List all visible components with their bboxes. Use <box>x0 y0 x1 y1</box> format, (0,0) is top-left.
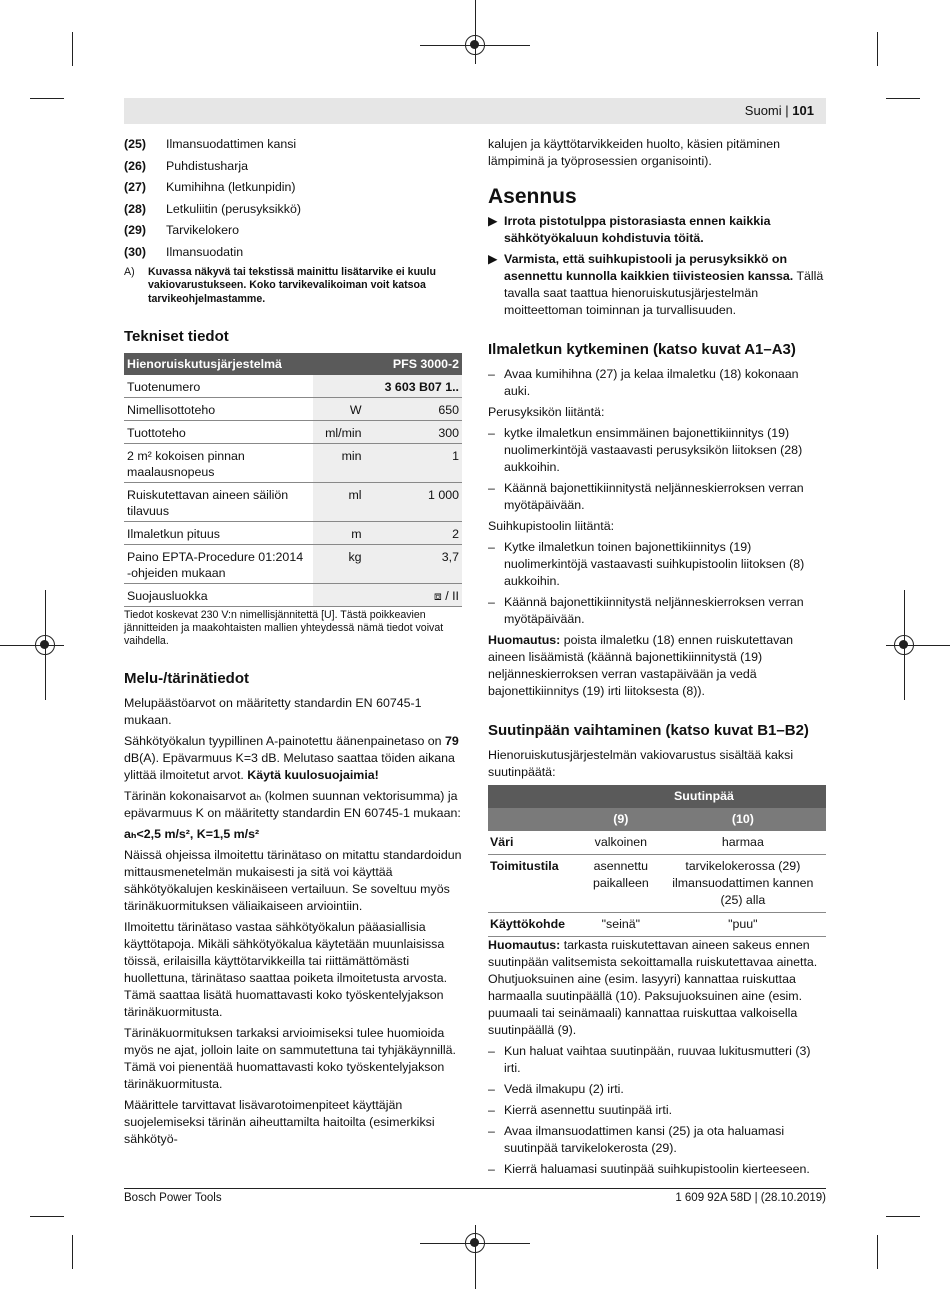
noise-paragraph: Tärinäkuormituksen tarkaksi arvioimiseksi tulee huomioida myös ne ajat, jolloin laite on sammutettuna tai tyhjäkäynnillä. Tämä voi pienentää huomattavasti koko työskentelyjakson tärinäkuormitusta. <box>124 1026 456 1092</box>
noise-paragraph <box>124 733 462 784</box>
legend-list <box>124 136 462 306</box>
legend-note <box>124 266 462 307</box>
text-run: dB(A). Epävarmuus K=3 dB. Melutaso saattaa töiden aikana ylittää ilmoitetut arvot. <box>124 751 455 783</box>
spec-name: Suojausluokka <box>124 584 313 607</box>
row-label: Käyttökohde <box>488 913 582 937</box>
tech-footnote: Tiedot koskevat 230 V:n nimellisjännitettä [U]. Tästä poikkeavien jännitteiden ja maakohtaisten mallien yhteydessä nämä tiedot voivat vaihdella. <box>124 609 444 648</box>
crop-mark <box>886 98 920 99</box>
tech-specs-table <box>124 353 462 607</box>
instruction-text: Tällä tavalla saat taattua hienoruiskutusjärjestelmän moitteettoman toiminnan ja turvallisuuden. <box>504 269 824 317</box>
step-item <box>488 1161 826 1178</box>
note-label: Huomautus: <box>488 633 561 647</box>
spec-name: Nimellisottoteho <box>124 398 313 421</box>
spec-unit: kg <box>313 545 365 584</box>
step-text: Kun haluat vaihtaa suutinpään, ruuvaa lukitusmutteri (3) irti. <box>504 1044 811 1075</box>
step-text: Avaa ilmansuodattimen kansi (25) ja ota haluamasi suutinpää tarvikelokerosta (29). <box>504 1124 785 1155</box>
table-row <box>124 545 462 584</box>
legend-item <box>124 136 462 153</box>
legend-item <box>124 179 462 196</box>
dash-bullet: – <box>488 540 495 554</box>
legend-number: (30) <box>124 244 147 259</box>
spec-value: ⧈ / II <box>365 584 462 607</box>
step-item <box>488 594 826 628</box>
table-row <box>124 398 462 421</box>
spec-value: 3 603 B07 1.. <box>365 375 462 398</box>
step-text: Kierrä haluamasi suutinpää suihkupistoolin kierteeseen. <box>504 1162 810 1176</box>
table-header-model: PFS 3000-2 <box>365 353 462 375</box>
dash-bullet: – <box>488 595 495 609</box>
crop-mark <box>72 32 73 66</box>
table-cell: "puu" <box>660 913 826 937</box>
footer-divider <box>124 1188 826 1189</box>
footer-brand: Bosch Power Tools <box>124 1192 222 1204</box>
noise-paragraph: Määrittele tarvittavat lisävarotoimenpiteet käyttäjän suojelemiseksi tärinän aiheuttamilta haitoilta (esimerkiksi sähkötyö- <box>124 1098 435 1147</box>
spec-unit: ml/min <box>313 421 365 444</box>
table-subheader-row <box>488 808 826 831</box>
hose-heading: Ilmaletkun kytkeminen (katso kuvat A1–A3) <box>488 341 796 358</box>
table-cell: valkoinen <box>582 831 660 855</box>
page-header <box>124 98 826 124</box>
crop-mark <box>30 1216 64 1217</box>
legend-number: (25) <box>124 137 147 151</box>
spec-name: Tuotenumero <box>124 375 313 398</box>
legend-number: (27) <box>124 180 147 195</box>
note-text: tarkasta ruiskutettavan aineen sakeus ennen suutinpään valitsemista sekoittamalla ruiskutettavaa ainetta. Ohutjuoksuinen aine (esim. lasyyri) kannattaa ruiskuttaa harmaalla suutinpäällä (10). Paksujuoksuinen aine (esim. puumaali tai seinämaali) kannattaa ruiskuttaa valkoisella suutinpäällä (9). <box>488 938 818 1037</box>
legend-text: Tarvikelokero <box>166 223 239 238</box>
spec-value: 3,7 <box>365 545 462 584</box>
dash-bullet: – <box>488 1124 495 1138</box>
spec-value: 2 <box>365 522 462 545</box>
step-text: kytke ilmaletkun ensimmäinen bajonettikiinnitys (19) nuolimerkintöjä vastaavasti perusyksikön liitoksen (28) aukkoihin. <box>504 426 803 474</box>
table-row <box>124 522 462 545</box>
text-run: Sähkötyökalun tyypillinen A-painotettu äänenpainetaso on <box>124 734 446 749</box>
footer-docnumber: 1 609 92A 58D | (28.10.2019) <box>675 1192 826 1204</box>
spec-unit <box>313 375 365 398</box>
legend-text: Ilmansuodatin <box>166 244 244 259</box>
note-text: poista ilmaletku (18) ennen ruiskutettavan aineen lisäämistä (käännä bajonettikiinnitystä (19) neljänneskierroksen verran vastapäivään ja vedä bajonettikiinnitys (19) irti liitoksesta (8)). <box>488 633 794 698</box>
vibration-values: aₕ<2,5 m/s², K=1,5 m/s² <box>124 827 260 842</box>
spec-unit: ml <box>313 483 365 522</box>
dash-bullet: – <box>488 481 495 495</box>
installation-heading: Asennus <box>488 185 577 208</box>
noise-paragraph: Tärinän kokonaisarvot aₕ (kolmen suunnan vektorisumma) ja epävarmuus K on määritetty standardin EN 60745-1 mukaan: <box>124 789 461 821</box>
noise-paragraph: Näissä ohjeissa ilmoitettu tärinätaso on mitattu standardoidun mittausmenetelmän mukaisesti ja sitä voi käyttää sähkötyökalujen keskinäiseen vertailuun. Se soveltuu myös tärinäkuormituksen väliaikaiseen arviointiin. <box>124 848 462 914</box>
step-item <box>488 480 826 514</box>
spec-unit <box>313 584 365 607</box>
spec-value: 1 <box>365 444 462 483</box>
step-item <box>488 425 826 476</box>
note-paragraph <box>488 632 826 700</box>
step-item <box>488 1123 826 1157</box>
tech-specs-heading: Tekniset tiedot <box>124 328 229 346</box>
dash-bullet: – <box>488 1162 495 1176</box>
sub-label: Perusyksikön liitäntä: <box>488 405 605 419</box>
spec-unit: m <box>313 522 365 545</box>
step-item <box>488 1043 826 1077</box>
dash-bullet: – <box>488 1082 495 1096</box>
crop-mark <box>72 1235 73 1269</box>
table-row <box>124 375 462 398</box>
triangle-bullet-icon: ▶ <box>488 214 498 228</box>
step-text: Vedä ilmakupu (2) irti. <box>504 1082 624 1096</box>
right-column <box>488 136 826 1182</box>
legend-text: Puhdistusharja <box>166 158 248 173</box>
note-text: Kuvassa näkyvä tai tekstissä mainittu lisätarvike ei kuulu vakiovarustukseen. Koko tarvikevalikoiman voit katsoa tarvikeohjelmastamme. <box>148 265 436 305</box>
left-column <box>124 136 462 1152</box>
table-header-label: Hienoruiskutusjärjestelmä <box>124 353 365 375</box>
legend-item <box>124 222 462 239</box>
table-cell: harmaa <box>660 831 826 855</box>
table-row <box>124 483 462 522</box>
safety-instruction <box>488 251 826 319</box>
table-cell: tarvikelokerossa (29) ilmansuodattimen kannen (25) alla <box>660 855 826 913</box>
step-item <box>488 366 826 400</box>
legend-number: (28) <box>124 201 147 216</box>
column-header: (10) <box>660 808 826 831</box>
note-mark: A) <box>124 265 135 278</box>
spec-unit: W <box>313 398 365 421</box>
note-label: Huomautus: <box>488 938 561 952</box>
noise-paragraph: Ilmoitettu tärinätaso vastaa sähkötyökalun pääasiallisia käyttötapoja. Mikäli sähkötyökalua käytetään muunlaisissa töissä, erilaisilla käyttötarvikkeilla tai riittämättömästi huollettuna, tärinätaso saattaa poiketa ilmoitetusta arvosta. Tämä saattaa lisätä huomattavasti koko työskentelyjakson tärinäkuormitusta. <box>124 920 448 1020</box>
dash-bullet: – <box>488 1103 495 1117</box>
table-row <box>124 421 462 444</box>
spec-value: 300 <box>365 421 462 444</box>
legend-number: (26) <box>124 158 147 173</box>
crop-mark <box>30 98 64 99</box>
registration-mark-icon <box>35 635 55 655</box>
header-language: Suomi <box>744 103 782 118</box>
spec-value: 650 <box>365 398 462 421</box>
legend-text: Ilmansuodattimen kansi <box>166 137 297 151</box>
table-cell: asennettu paikalleen <box>582 855 660 913</box>
noise-paragraph: Melupäästöarvot on määritetty standardin EN 60745-1 mukaan. <box>124 696 422 728</box>
spec-value: 1 000 <box>365 483 462 522</box>
nozzle-table <box>488 785 826 937</box>
triangle-bullet-icon: ▶ <box>488 252 498 266</box>
step-text: Kierrä asennettu suutinpää irti. <box>504 1103 673 1117</box>
table-row <box>488 831 826 855</box>
step-text: Käännä bajonettikiinnitystä neljänneskierroksen verran myötäpäivään. <box>504 481 804 512</box>
legend-item <box>124 201 462 218</box>
step-item <box>488 539 826 590</box>
note-paragraph <box>488 937 826 1039</box>
dash-bullet: – <box>488 367 495 381</box>
registration-mark-icon <box>465 35 485 55</box>
crop-mark <box>877 1235 878 1269</box>
text-run: 79 <box>445 734 459 749</box>
page-number: 101 <box>792 103 814 118</box>
legend-item <box>124 244 462 261</box>
legend-number: (29) <box>124 223 147 238</box>
spec-name: Ruiskutettavan aineen säiliön tilavuus <box>124 483 313 522</box>
nozzle-heading: Suutinpään vaihtaminen (katso kuvat B1–B2) <box>488 722 809 739</box>
step-text: Käännä bajonettikiinnitystä neljänneskierroksen verran myötäpäivään. <box>504 595 804 626</box>
continued-paragraph: kalujen ja käyttötarvikkeiden huolto, käsien pitäminen lämpiminä ja työprosessien organisointi). <box>488 137 781 168</box>
noise-heading: Melu-/tärinätiedot <box>124 670 250 688</box>
table-cell: "seinä" <box>582 913 660 937</box>
safety-instruction <box>488 213 826 247</box>
spec-unit: min <box>313 444 365 483</box>
dash-bullet: – <box>488 426 495 440</box>
spec-name: Ilmaletkun pituus <box>124 522 313 545</box>
sub-label: Suihkupistoolin liitäntä: <box>488 519 615 533</box>
registration-mark-icon <box>465 1233 485 1253</box>
row-label: Toimitustila <box>488 855 582 913</box>
legend-item <box>124 158 462 175</box>
legend-text: Letkuliitin (perusyksikkö) <box>166 201 301 216</box>
table-header-row <box>488 785 826 808</box>
step-item <box>488 1102 826 1119</box>
row-label: Väri <box>488 831 582 855</box>
instruction-text: Irrota pistotulppa pistorasiasta ennen kaikkia sähkötyökaluun kohdistuvia töitä. <box>504 214 771 245</box>
table-row <box>124 444 462 483</box>
table-header: Suutinpää <box>582 785 826 808</box>
crop-mark <box>886 1216 920 1217</box>
step-text: Kytke ilmaletkun toinen bajonettikiinnitys (19) nuolimerkintöjä vastaavasti suihkupistoolin liitoksen (8) aukkoihin. <box>504 540 805 588</box>
header-separator: | <box>785 103 789 118</box>
table-row <box>488 855 826 913</box>
warning-text: Käytä kuulosuojaimia! <box>247 768 379 783</box>
page-header-text <box>745 103 814 118</box>
legend-text: Kumihihna (letkunpidin) <box>166 180 296 195</box>
spec-name: Tuottoteho <box>124 421 313 444</box>
nozzle-intro: Hienoruiskutusjärjestelmän vakiovarustus sisältää kaksi suutinpäätä: <box>488 748 794 779</box>
step-text: Avaa kumihihna (27) ja kelaa ilmaletku (18) kokonaan auki. <box>504 367 799 398</box>
table-header-row <box>124 353 462 375</box>
column-header: (9) <box>582 808 660 831</box>
instruction-text: Varmista, että suihkupistooli ja perusyksikkö on asennettu kunnolla kaikkien tiivisteosien kanssa. <box>504 252 794 283</box>
spec-name: Paino EPTA-Procedure 01:2014 -ohjeiden mukaan <box>124 545 313 584</box>
spec-name: 2 m² kokoisen pinnan maalausnopeus <box>124 444 313 483</box>
crop-mark <box>877 32 878 66</box>
step-item <box>488 1081 826 1098</box>
registration-mark-icon <box>894 635 914 655</box>
table-row <box>124 584 462 607</box>
table-row <box>488 913 826 937</box>
dash-bullet: – <box>488 1044 495 1058</box>
